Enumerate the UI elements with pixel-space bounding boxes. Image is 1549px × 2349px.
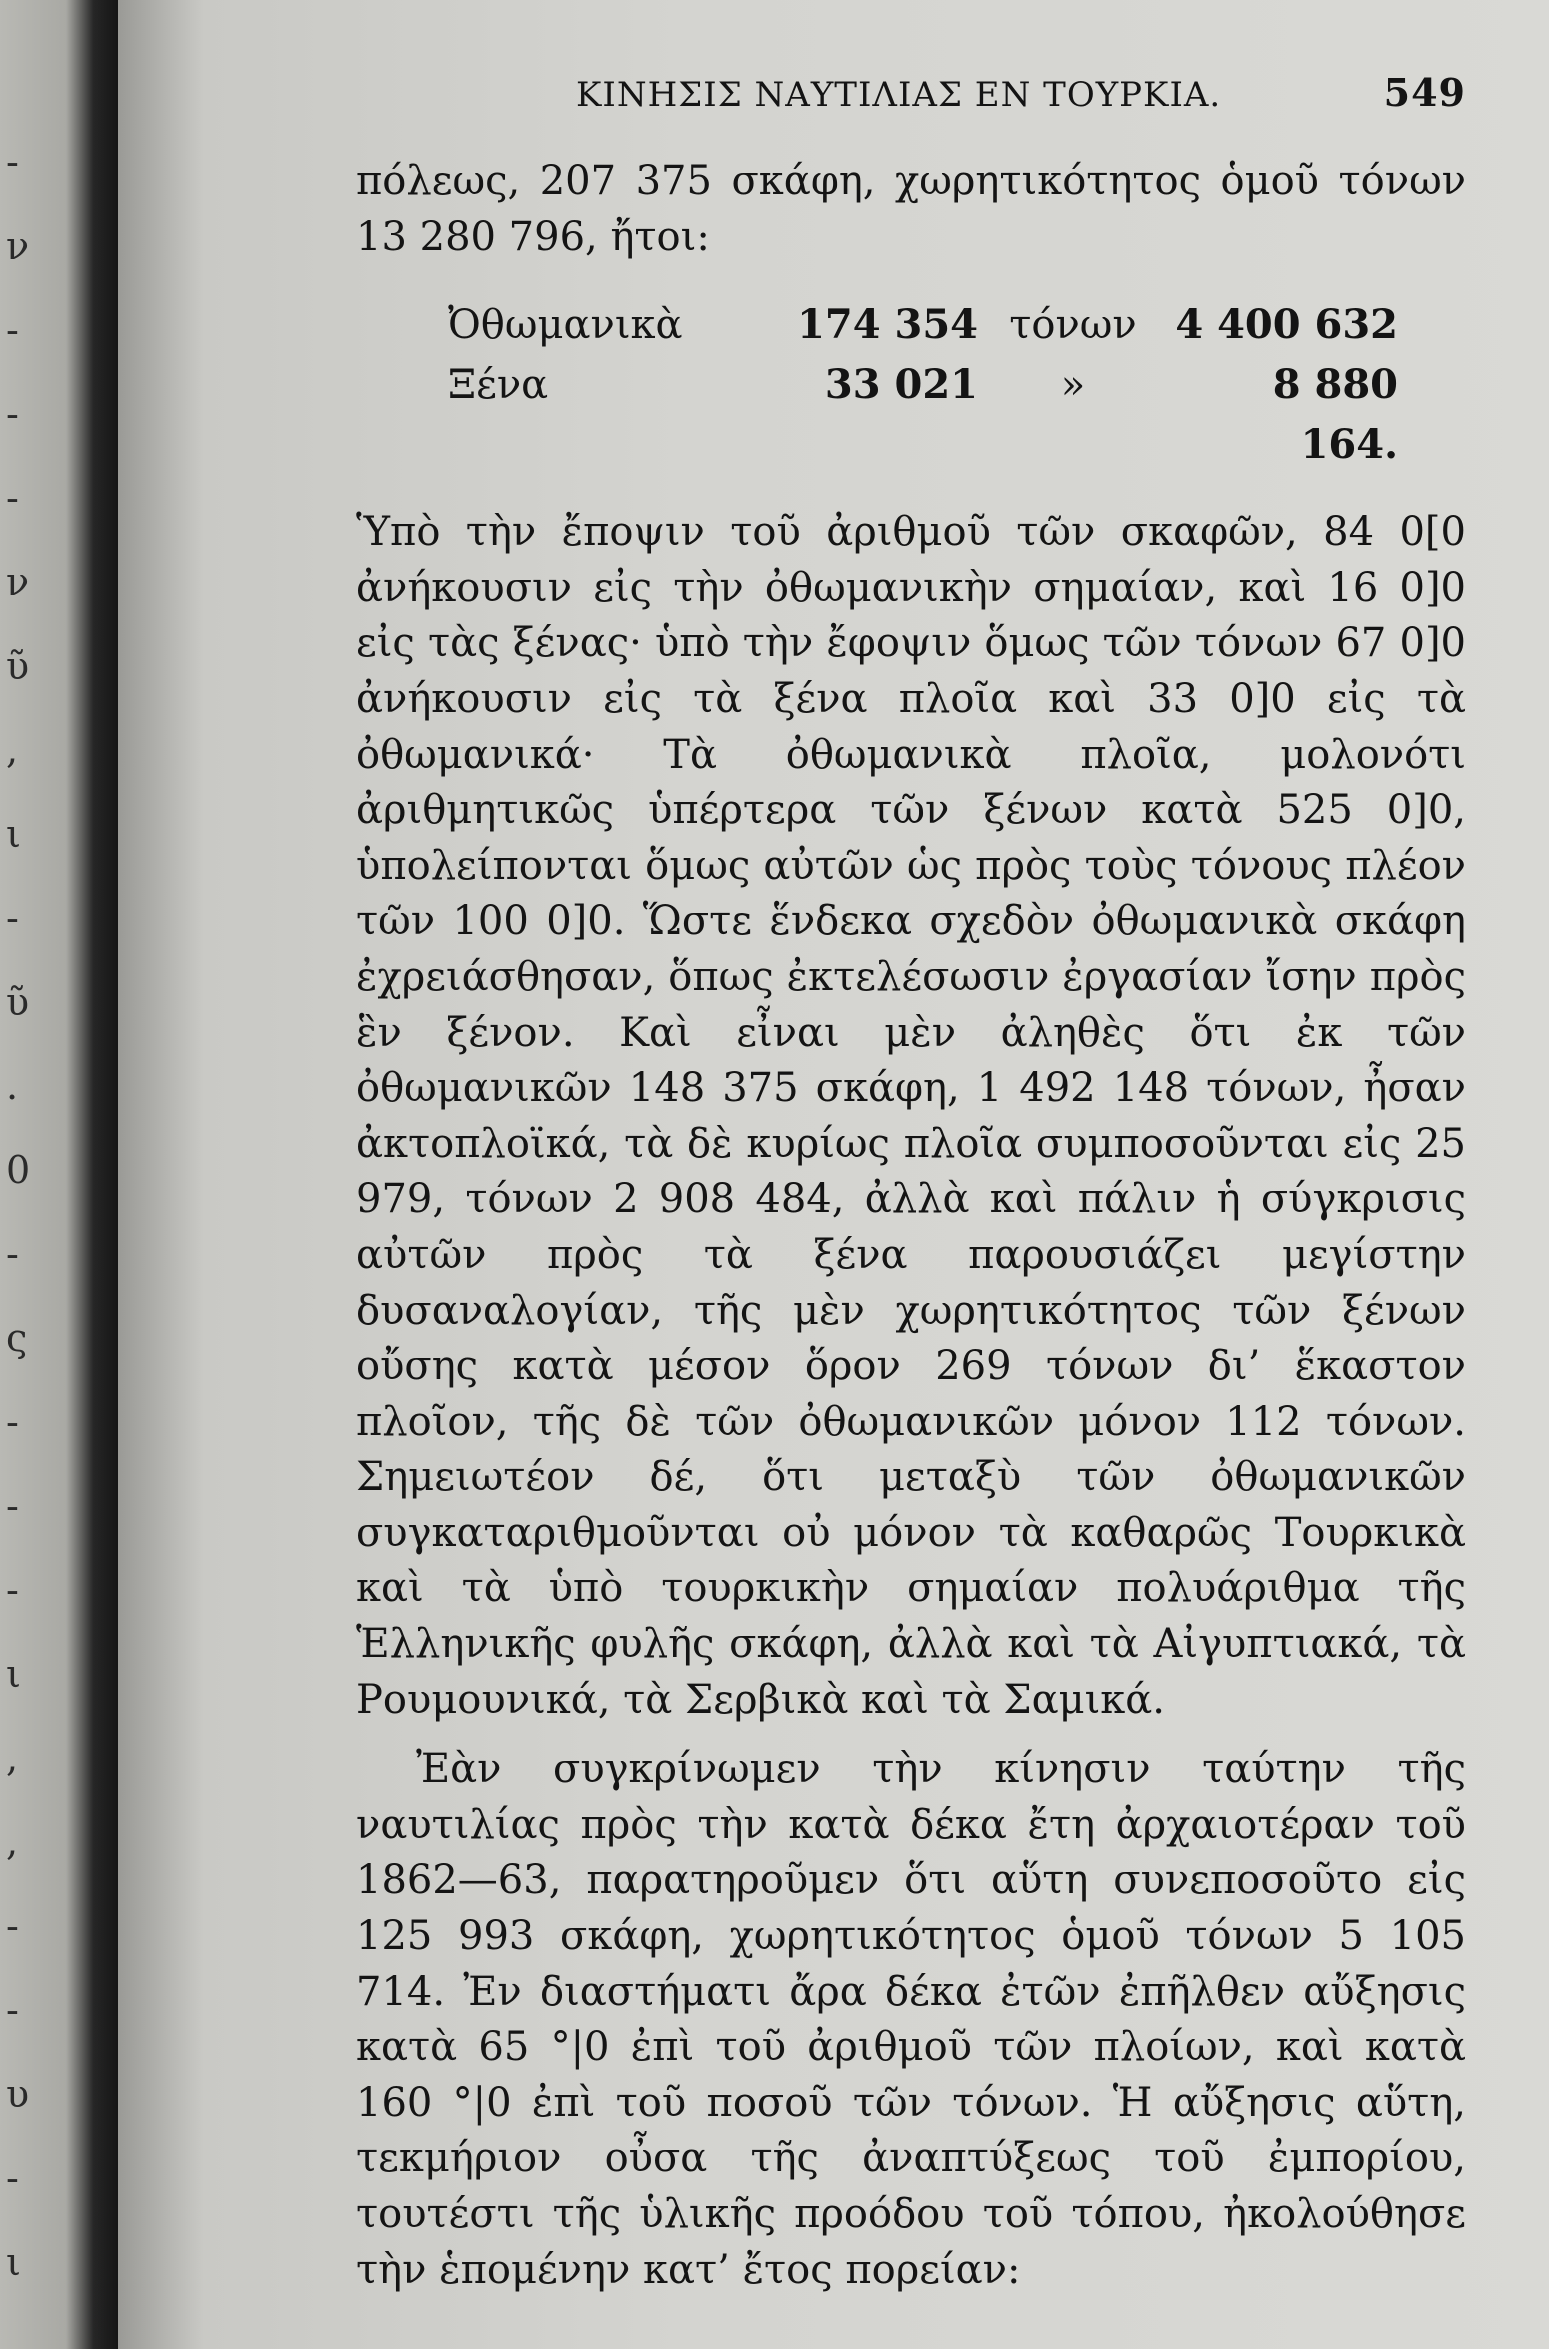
facing-page-fragment: ν (6, 224, 30, 268)
unit-label: » (1060, 362, 1086, 409)
page-number: 549 (1383, 70, 1466, 115)
tonnage-row-foreign (448, 355, 1466, 475)
intro-paragraph: πόλεως, 207 375 σκάφη, χωρητικότητος ὁμοῦ τόνων 13 280 796, ἤτοι: (356, 158, 1466, 260)
facing-page-fragment: , (6, 728, 19, 772)
book-page (118, 0, 1549, 2349)
facing-page-fragment: 0 (6, 1148, 31, 1192)
facing-page-fragment: - (6, 1988, 19, 2032)
facing-page-fragment: - (6, 308, 19, 352)
row-label: Ξένα (448, 362, 549, 409)
unit-label: τόνων (1009, 302, 1137, 349)
facing-page-fragment: ι (6, 1652, 21, 1696)
row-label: Ὀθωμανικὰ (448, 302, 683, 349)
facing-page-fragment: ι (6, 812, 21, 856)
facing-page-fragment: ῦ (6, 980, 30, 1024)
tonnage-table (448, 295, 1466, 475)
facing-page-fragment: - (6, 1232, 19, 1276)
tonnage-value: 8 880 164. (1272, 361, 1398, 469)
facing-page-fragment: , (6, 1820, 19, 1864)
facing-page-fragment: - (6, 392, 19, 436)
body-paragraph-1: Ὑπὸ τὴν ἔποψιν τοῦ ἀριθμοῦ τῶν σκαφῶν, 84 0[0 ἀνήκουσιν εἰς τὴν ὀθωμανικὴν σημαίαν, καὶ 16 0]0 εἰς τὰς ξένας· ὑπὸ τὴν ἔφοψιν ὅμως τῶν τόνων 67 0]0 ἀνήκουσιν εἰς τὰ ξένα πλοῖα καὶ 33 0]0 εἰς τὰ ὀθωμανικά· Τὰ ὀθωμανικὰ πλοῖα, μολονότι ἀριθμητικῶς ὑπέρτερα τῶν ξένων κατὰ 525 0]0, ὑπολείπονται ὅμως αὐτῶν ὡς πρὸς τοὺς τόνους πλέον τῶν 100 0]0. Ὥστε ἕνδεκα σχεδὸν ὀθωμανικὰ σκάφη ἐχρειάσθησαν, ὅπως ἐκτελέσωσιν ἐργασίαν ἴσην πρὸς ἓν ξένον. Καὶ εἶναι μὲν ἀληθὲς ὅτι ἐκ τῶν ὀθωμανικῶν 148 375 σκάφη, 1 492 148 τόνων, ἦσαν ἀκτοπλοϊκά, τὰ δὲ κυρίως πλοῖα συμποσοῦνται εἰς 25 979, τόνων 2 908 484, ἀλλὰ καὶ πάλιν ἡ σύγκρισις αὐτῶν πρὸς τὰ ξένα παρουσιάζει μεγίστην δυσαναλογίαν, τῆς μὲν χωρητικότητος τῶν ξένων οὔσης κατὰ μέσον ὅρον 269 τόνων δι’ ἕκαστον πλοῖον, τῆς δὲ τῶν ὀθωμανικῶν μόνον 112 τόνων. Σημειωτέον δέ, ὅτι μεταξὺ τῶν ὀθωμανικῶν συγκαταριθμοῦνται οὐ μόνον τὰ καθαρῶς Τουρκικὰ καὶ τὰ ὑπὸ τουρκικὴν σημαίαν πολυάριθμα τῆς Ἑλληνικῆς φυλῆς σκάφη, ἀλλὰ καὶ τὰ Αἰγυπτιακά, τὰ Ρουμουνικά, τὰ Σερβικὰ καὶ τὰ Σαμικά. (356, 509, 1466, 1723)
facing-page-fragment: - (6, 2156, 19, 2200)
facing-page-fragment: - (6, 476, 19, 520)
facing-page-fragment: - (6, 140, 19, 184)
facing-page-fragment: - (6, 1568, 19, 1612)
tonnage-row-ottoman (448, 295, 1466, 355)
facing-page-fragment: . (6, 1064, 19, 1108)
facing-page-fragment: - (6, 1484, 19, 1528)
facing-page-fragment: ι (6, 2240, 21, 2284)
vessel-count: 174 354 (797, 301, 978, 349)
facing-page-fragment: - (6, 896, 19, 940)
tonnage-value: 4 400 632 (1175, 301, 1398, 349)
facing-page-fragment: ς (6, 1316, 28, 1360)
facing-page-fragment: , (6, 1736, 19, 1780)
running-header (356, 70, 1466, 126)
facing-page-fragments (0, 0, 60, 2349)
facing-page-fragment: - (6, 1400, 19, 1444)
running-title: ΚΙΝΗΣΙΣ ΝΑΥΤΙΛΙΑΣ ΕΝ ΤΟΥΡΚΙΑ. (576, 75, 1222, 115)
vessel-count: 33 021 (824, 361, 978, 409)
facing-page-fragment: ν (6, 560, 30, 604)
facing-page-fragment: ῦ (6, 644, 30, 688)
facing-page-fragment: - (6, 1904, 19, 1948)
page-text-block (356, 70, 1466, 2298)
body-paragraph-2: Ἐὰν συγκρίνωμεν τὴν κίνησιν ταύτην τῆς ναυτιλίας πρὸς τὴν κατὰ δέκα ἔτη ἀρχαιοτέραν τοῦ 1862—63, παρατηροῦμεν ὅτι αὕτη συνεποσοῦτο εἰς 125 993 σκάφη, χωρητικότητος ὁμοῦ τόνων 5 105 714. Ἐν διαστήματι ἄρα δέκα ἐτῶν ἐπῆλθεν αὔξησις κατὰ 65 °|0 ἐπὶ τοῦ ἀριθμοῦ τῶν πλοίων, καὶ κατὰ 160 °|0 ἐπὶ τοῦ ποσοῦ τῶν τόνων. Ἡ αὔξησις αὕτη, τεκμήριον οὖσα τῆς ἀναπτύξεως τοῦ ἐμπορίου, τουτέστι τῆς ὑλικῆς προόδου τοῦ τόπου, ἠκολούθησε τὴν ἑπομένην κατ’ ἔτος πορείαν: (356, 1746, 1466, 2293)
facing-page-fragment: υ (6, 2072, 30, 2116)
